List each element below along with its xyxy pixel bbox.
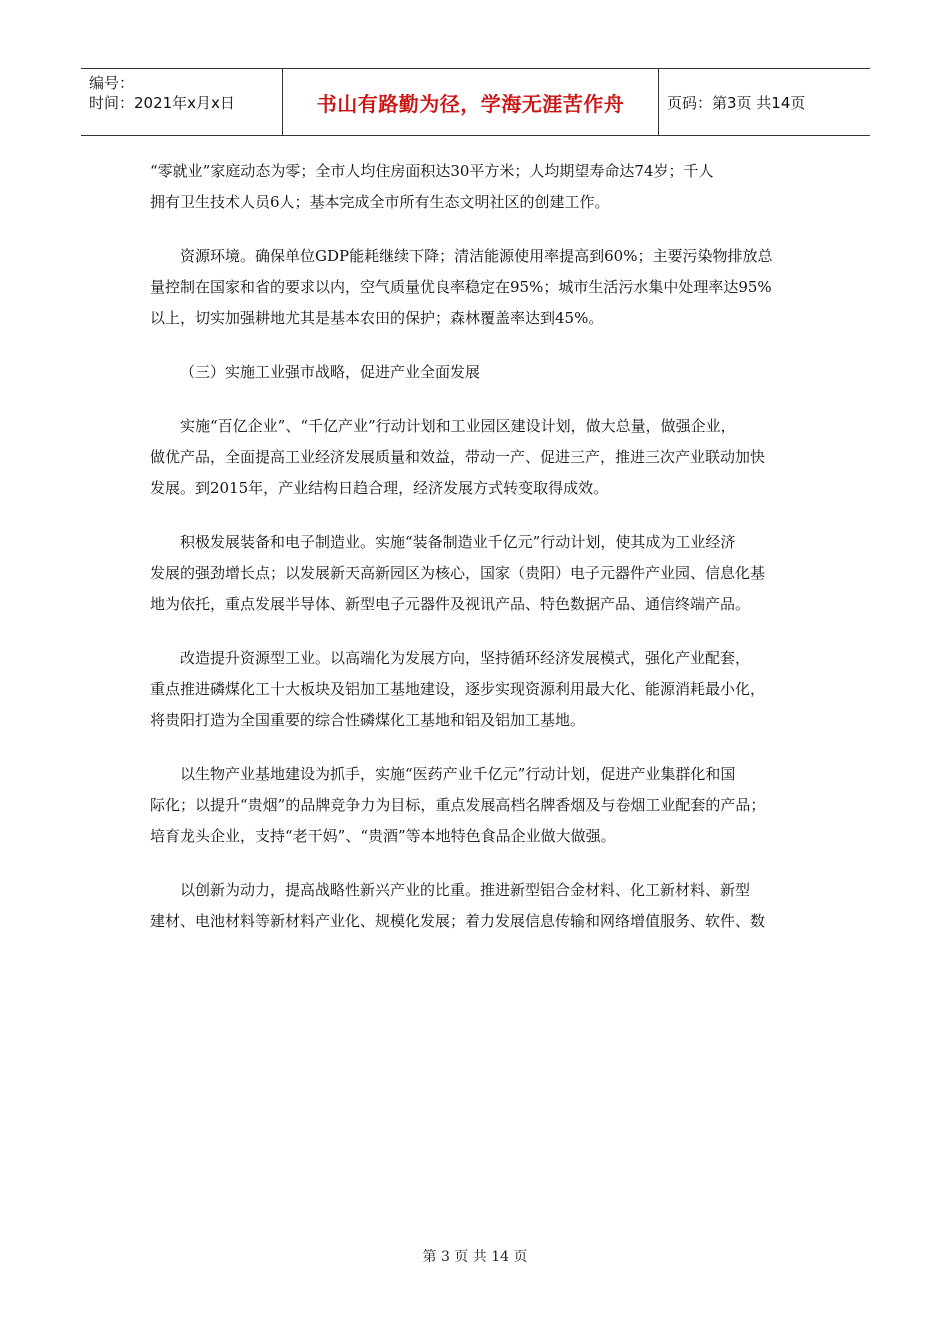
paragraph (150, 241, 810, 334)
text-line: 重点推进磷煤化工十大板块及铝加工基地建设，逐步实现资源利用最大化、能源消耗最小化， (150, 680, 766, 698)
document-body (150, 156, 810, 960)
heading-line: （三）实施工业强市战略，促进产业全面发展 (180, 363, 481, 381)
header-motto: 书山有路勤为径，学海无涯苦作舟 (316, 91, 625, 116)
text-line: 积极发展装备和电子制造业。实施“装备制造业千亿元”行动计划，使其成为工业经济 (180, 533, 736, 551)
paragraph (150, 156, 810, 218)
text-line: 以创新为动力，提高战略性新兴产业的比重。推进新型铝合金材料、化工新材料、新型 (180, 881, 751, 899)
text-line: 实施“百亿企业”、“千亿产业”行动计划和工业园区建设计划，做大总量，做强企业， (180, 417, 736, 435)
text-line: 做优产品，全面提高工业经济发展质量和效益，带动一产、促进三产，推进三次产业联动加快 (150, 448, 766, 466)
text-line: 资源环境。确保单位GDP能耗继续下降；清洁能源使用率提高到60%；主要污染物排放总 (180, 247, 773, 265)
paragraph (150, 411, 810, 504)
paragraph (150, 643, 810, 736)
text-line: “零就业”家庭动态为零；全市人均住房面积达30平方米；人均期望寿命达74岁；千人 (150, 162, 714, 180)
text-line: 拥有卫生技术人员6人；基本完成全市所有生态文明社区的创建工作。 (150, 193, 610, 211)
text-line: 发展的强劲增长点；以发展新天高新园区为核心，国家（贵阳）电子元器件产业园、信息化基 (150, 564, 766, 582)
text-line: 地为依托，重点发展半导体、新型电子元器件及视讯产品、特色数据产品、通信终端产品。 (150, 595, 751, 613)
page-footer: 第 3 页 共 14 页 (422, 1249, 528, 1265)
header-motto-cell (283, 69, 659, 135)
text-line: 改造提升资源型工业。以高端化为发展方向，坚持循环经济发展模式，强化产业配套， (180, 649, 751, 667)
text-line: 量控制在国家和省的要求以内，空气质量优良率稳定在95%；城市生活污水集中处理率达95% (150, 278, 772, 296)
document-number-label: 编号： (89, 74, 135, 92)
text-line: 将贵阳打造为全国重要的综合性磷煤化工基地和铝及铝加工基地。 (150, 711, 586, 729)
document-date-label: 时间：2021年x月x日 (89, 94, 235, 112)
text-line: 发展。到2015年，产业结构日趋合理，经济发展方式转变取得成效。 (150, 479, 609, 497)
header-meta-cell (81, 69, 283, 135)
paragraph (150, 759, 810, 852)
text-line: 建材、电池材料等新材料产业化、规模化发展；着力发展信息传输和网络增值服务、软件、数 (150, 912, 766, 930)
text-line: 际化；以提升“贵烟”的品牌竞争力为目标，重点发展高档名牌香烟及与卷烟工业配套的产品； (150, 796, 766, 814)
paragraph (150, 527, 810, 620)
page-header (81, 68, 870, 136)
text-line: 以上，切实加强耕地尤其是基本农田的保护；森林覆盖率达到45%。 (150, 309, 604, 327)
text-line: 培育龙头企业，支持“老干妈”、“贵酒”等本地特色食品企业做大做强。 (150, 827, 616, 845)
header-page-cell (659, 69, 870, 135)
section-heading (150, 357, 810, 388)
text-line: 以生物产业基地建设为抓手，实施“医药产业千亿元”行动计划，促进产业集群化和国 (180, 765, 736, 783)
paragraph (150, 875, 810, 937)
header-page-reference: 页码：第3页 共14页 (667, 93, 806, 112)
